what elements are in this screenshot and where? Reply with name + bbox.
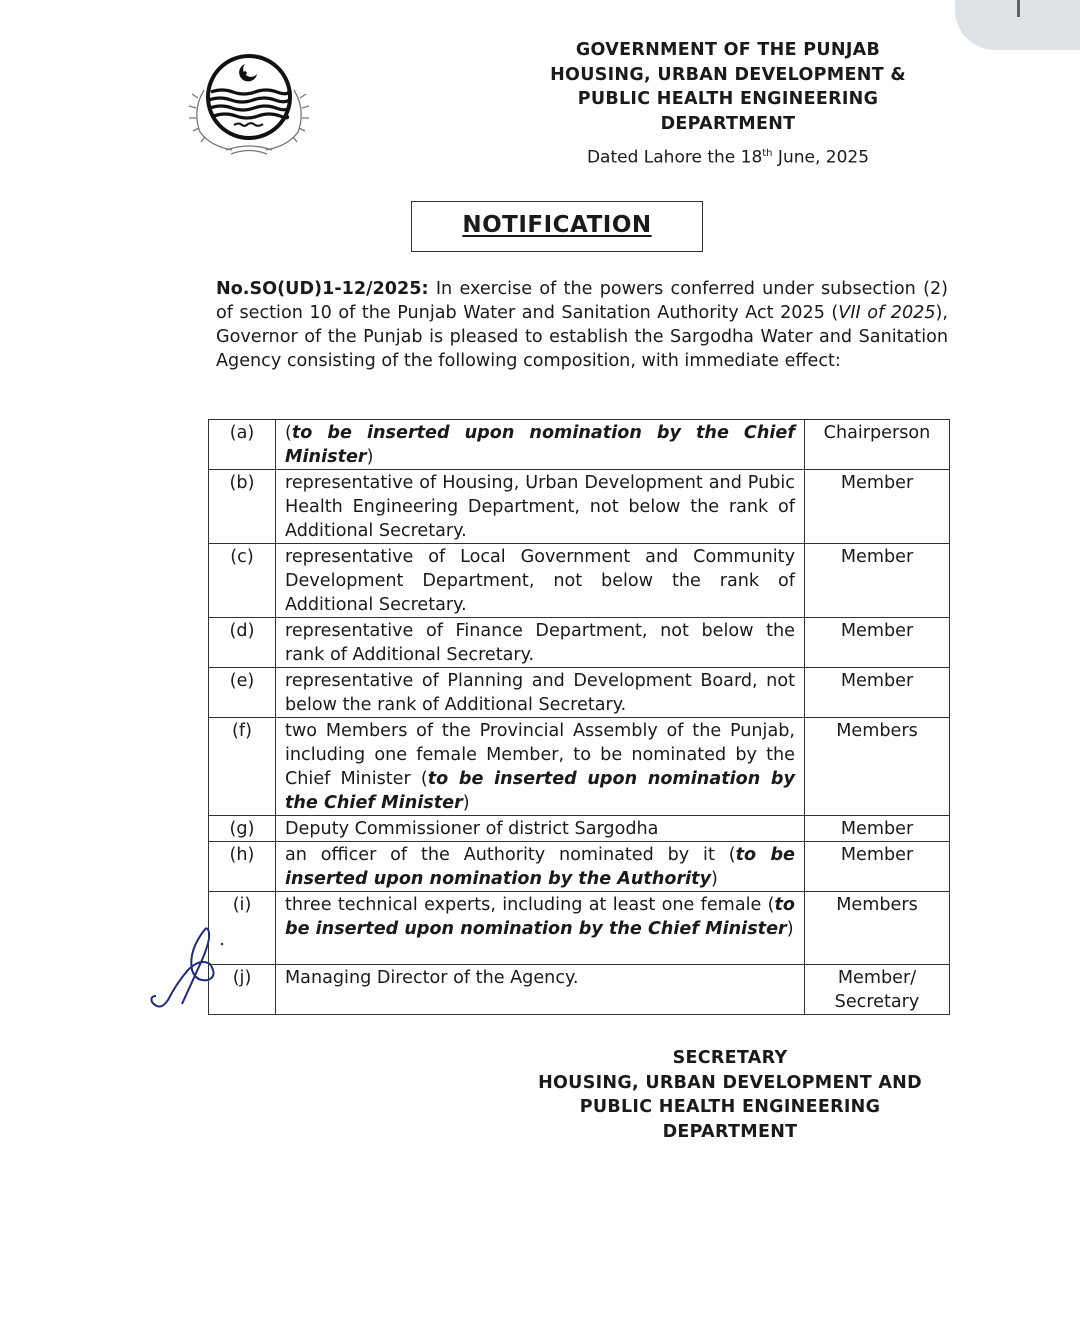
item-role: Member/ Secretary — [805, 965, 950, 1015]
signatory-title: SECRETARY — [672, 1048, 788, 1068]
item-description: representative of Planning and Development Board, not below the rank of Additional Secretary. — [276, 668, 805, 718]
item-role: Member — [805, 618, 950, 668]
item-description: (to be inserted upon nomination by the Chief Minister) — [276, 420, 805, 470]
table-row — [209, 470, 950, 544]
notification-title-box — [411, 201, 703, 252]
table-row — [209, 544, 950, 618]
item-label: (h) — [209, 842, 276, 892]
item-label: (d) — [209, 618, 276, 668]
item-role: Member — [805, 544, 950, 618]
table-row — [209, 618, 950, 668]
table-row — [209, 892, 950, 965]
notification-number: No.SO(UD)1-12/2025: — [216, 279, 429, 299]
table-row — [209, 420, 950, 470]
date-line: Dated Lahore the 18th June, 2025 — [586, 147, 870, 168]
composition-table — [208, 419, 950, 1015]
item-role: Member — [805, 842, 950, 892]
act-number: VII of 2025 — [838, 303, 936, 323]
item-description: an officer of the Authority nominated by it (to be inserted upon nomination by the Authority) — [276, 842, 805, 892]
signature — [148, 920, 228, 1010]
item-label: (g) — [209, 816, 276, 842]
item-role: Member — [805, 668, 950, 718]
item-description: two Members of the Provincial Assembly of the Punjab, including one female Member, to be nominated by the Chief Minister (to be inserted upon nomination by the Chief Minister) — [276, 718, 805, 816]
table-row — [209, 965, 950, 1015]
item-description: representative of Housing, Urban Development and Pubic Health Engineering Department, not below the rank of Additional Secretary. — [276, 470, 805, 544]
department-header — [500, 38, 956, 136]
item-label: (j) — [209, 965, 276, 1015]
scroll-handle[interactable] — [955, 0, 1080, 50]
item-role: Members — [805, 892, 950, 965]
item-description: representative of Finance Department, not below the rank of Additional Secretary. — [276, 618, 805, 668]
header-line-department: DEPARTMENT — [660, 113, 796, 134]
item-label: (f) — [209, 718, 276, 816]
table-row — [209, 842, 950, 892]
item-description: representative of Local Government and Community Development Department, not below the rank of Additional Secretary. — [276, 544, 805, 618]
table-row — [209, 816, 950, 842]
item-label: (a) — [209, 420, 276, 470]
punjab-government-emblem-icon — [186, 50, 312, 158]
scroll-indicator-icon — [1017, 0, 1020, 17]
item-label: (i) — [209, 892, 276, 965]
table-row — [209, 668, 950, 718]
table-row — [209, 718, 950, 816]
signatory-block: SECRETARY HOUSING, URBAN DEVELOPMENT AND PUBLIC HEALTH ENGINEERING DEPARTMENT — [500, 1046, 960, 1144]
notification-title: NOTIFICATION — [462, 212, 652, 238]
header-line-housing: HOUSING, URBAN DEVELOPMENT & — [550, 64, 906, 85]
header-line-government: GOVERNMENT OF THE PUNJAB — [575, 40, 881, 60]
item-role: Member — [805, 470, 950, 544]
item-description: three technical experts, including at least one female (to be inserted upon nomination by the Chief Minister) — [276, 892, 805, 965]
item-label: (b) — [209, 470, 276, 544]
item-role: Chairperson — [805, 420, 950, 470]
item-description: Managing Director of the Agency. — [276, 965, 805, 1015]
item-role: Members — [805, 718, 950, 816]
notification-body: No.SO(UD)1-12/2025: In exercise of the powers conferred under subsection (2) of section 10 of the Punjab Water and Sanitation Authority Act 2025 (VII of 2025), Governor of the Punjab is pleased to establish the Sargodha Water and Sanitation Agency consisting of the following composition, with immediate effect: — [216, 279, 948, 371]
item-role: Member — [805, 816, 950, 842]
item-description: Deputy Commissioner of district Sargodha — [276, 816, 805, 842]
item-label: (c) — [209, 544, 276, 618]
header-line-public-health: PUBLIC HEALTH ENGINEERING — [577, 89, 879, 109]
item-label: (e) — [209, 668, 276, 718]
